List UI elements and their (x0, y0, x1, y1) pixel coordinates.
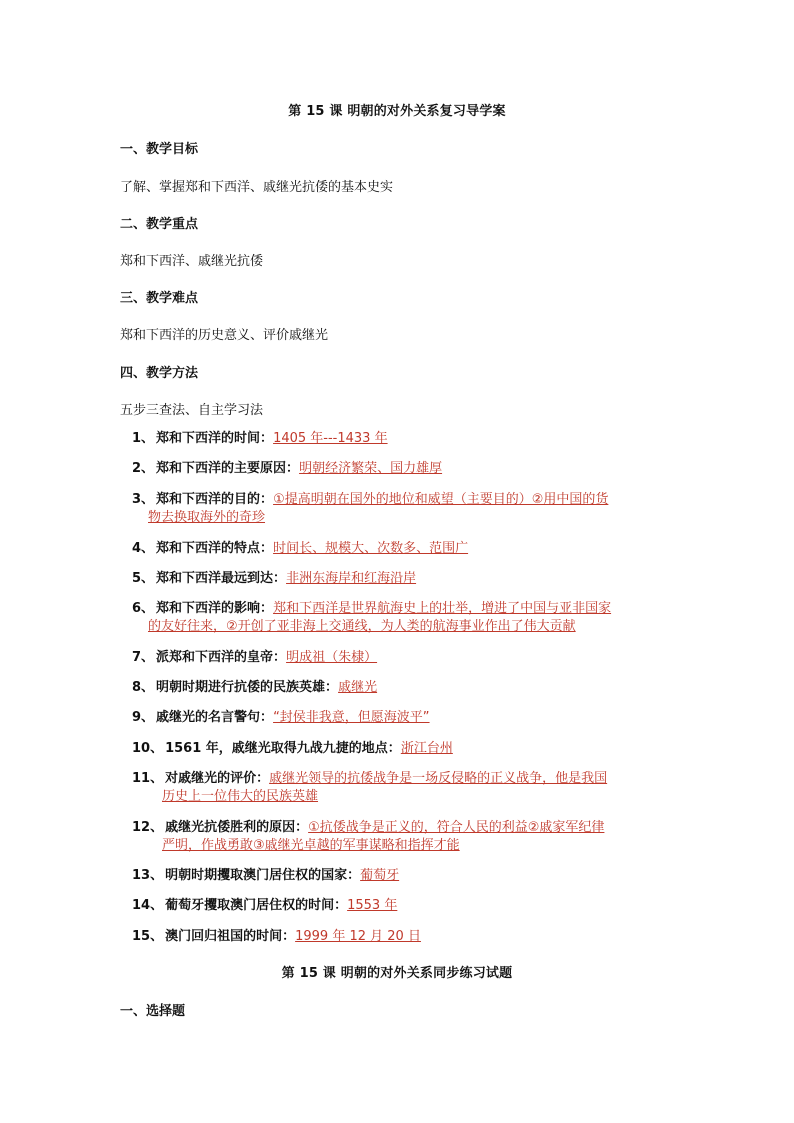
item-question: 郑和下西洋的影响： (156, 601, 274, 616)
item-number: 10、 (132, 741, 164, 756)
item-number: 5、 (132, 571, 155, 586)
list-item (132, 430, 388, 448)
item-answer: “封侯非我意，但愿海波平” (273, 710, 430, 725)
list-item (132, 867, 399, 885)
item-answer: 葡萄牙 (360, 868, 400, 883)
list-item (132, 819, 604, 837)
exercise-title: 第 15 课 明朝的对外关系同步练习试题 (281, 966, 513, 981)
item-answer: ①提高明朝在国外的地位和威望（主要目的）②用中国的货 (273, 492, 609, 507)
section-heading-choice: 一、选择题 (120, 1004, 186, 1019)
item-number: 14、 (132, 898, 164, 913)
item-answer-continuation (162, 837, 460, 855)
item-number: 12、 (132, 820, 164, 835)
item-answer: 时间长、规模大、次数多、范围广 (273, 541, 469, 556)
item-answer: 非洲东海岸和红海沿岸 (286, 571, 417, 586)
item-number: 15、 (132, 929, 164, 944)
item-question: 郑和下西洋的特点： (156, 541, 274, 556)
item-question: 戚继光的名言警句： (156, 710, 274, 725)
section-heading-methods: 四、教学方法 (120, 366, 199, 381)
list-item (132, 540, 468, 558)
item-number: 3、 (132, 492, 155, 507)
item-question: 郑和下西洋的目的： (156, 492, 274, 507)
item-answer: 1999 年 12 月 20 日 (295, 929, 421, 944)
item-number: 1、 (132, 431, 155, 446)
list-item (132, 770, 607, 788)
item-answer: 浙江台州 (400, 741, 453, 756)
item-answer: 历史上一位伟大的民族英雄 (162, 789, 319, 804)
item-number: 2、 (132, 461, 155, 476)
item-number: 6、 (132, 601, 155, 616)
list-item (132, 679, 377, 697)
item-answer: 郑和下西洋是世界航海史上的壮举，增进了中国与亚非国家 (273, 601, 612, 616)
item-question: 戚继光抗倭胜利的原因： (165, 820, 309, 835)
section-heading-difficulties: 三、教学难点 (120, 291, 199, 306)
list-item (132, 600, 611, 618)
item-answer-continuation (162, 788, 318, 806)
item-answer-continuation (148, 509, 265, 527)
section-heading-key-points: 二、教学重点 (120, 217, 199, 232)
item-answer: 物去换取海外的奇珍 (148, 510, 266, 525)
list-item (132, 928, 421, 946)
item-answer-continuation (148, 618, 576, 636)
item-question: 郑和下西洋的主要原因： (156, 461, 300, 476)
item-number: 9、 (132, 710, 155, 725)
item-question: 1561 年，戚继光取得九战九捷的地点： (165, 741, 401, 756)
item-answer: ①抗倭战争是正义的，符合人民的利益②戚家军纪律 (308, 820, 605, 835)
item-answer: 明成祖（朱棣） (286, 650, 378, 665)
item-question: 郑和下西洋的时间： (156, 431, 274, 446)
list-item (132, 649, 377, 667)
section-text-difficulties: 郑和下西洋的历史意义、评价戚继光 (120, 328, 329, 343)
list-item (132, 897, 397, 915)
item-number: 8、 (132, 680, 155, 695)
item-answer: 戚继光 (338, 680, 378, 695)
item-answer: 的友好往来，②开创了亚非海上交通线，为人类的航海事业作出了伟大贡献 (148, 619, 576, 634)
item-answer: 明朝经济繁荣、国力雄厚 (299, 461, 443, 476)
item-answer: 1553 年 (347, 898, 398, 913)
list-item (132, 709, 430, 727)
item-question: 对戚继光的评价： (165, 771, 270, 786)
list-item (132, 491, 608, 509)
list-item (132, 460, 442, 478)
section-text-goals: 了解、掌握郑和下西洋、戚继光抗倭的基本史实 (120, 180, 394, 195)
item-answer: 戚继光领导的抗倭战争是一场反侵略的正义战争，他是我国 (269, 771, 608, 786)
item-question: 明朝时期攫取澳门居住权的国家： (165, 868, 361, 883)
section-heading-goals: 一、教学目标 (120, 142, 199, 157)
item-question: 明朝时期进行抗倭的民族英雄： (156, 680, 339, 695)
item-question: 澳门回归祖国的时间： (165, 929, 296, 944)
item-answer: 1405 年---1433 年 (273, 431, 388, 446)
section-text-key-points: 郑和下西洋、戚继光抗倭 (120, 254, 264, 269)
section-text-methods: 五步三查法、自主学习法 (120, 403, 264, 418)
list-item (132, 570, 416, 588)
document-title: 第 15 课 明朝的对外关系复习导学案 (288, 104, 506, 119)
item-question: 郑和下西洋最远到达： (156, 571, 287, 586)
item-number: 7、 (132, 650, 155, 665)
item-number: 11、 (132, 771, 164, 786)
item-question: 葡萄牙攫取澳门居住权的时间： (165, 898, 348, 913)
list-item (132, 740, 453, 758)
item-answer: 严明，作战勇敢③戚继光卓越的军事谋略和指挥才能 (162, 838, 460, 853)
item-question: 派郑和下西洋的皇帝： (156, 650, 287, 665)
item-number: 4、 (132, 541, 155, 556)
item-number: 13、 (132, 868, 164, 883)
